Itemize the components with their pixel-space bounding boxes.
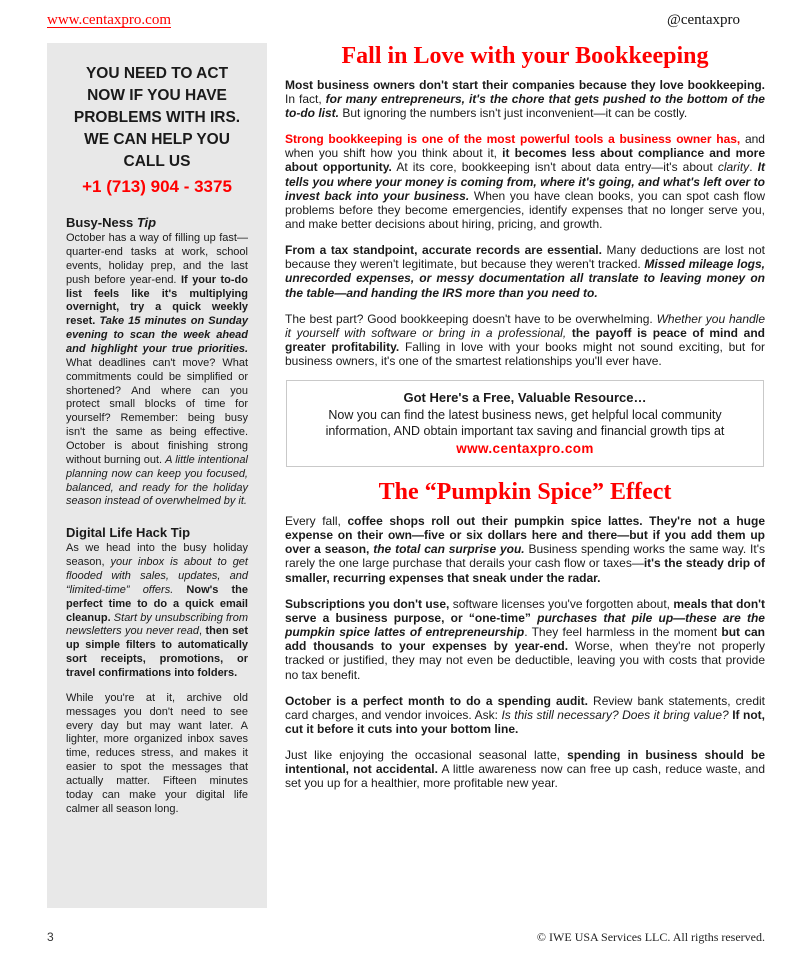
resource-box <box>286 380 764 467</box>
article-title-pumpkin-spice: The “Pumpkin Spice” Effect <box>378 479 672 506</box>
sidebar <box>47 43 267 908</box>
tip-digital-life-paragraph: While you're at it, archive old messages you don't need to see every day but may want later. A lighter, more organized inbox saves time, reduces stress, and makes it easier to spot the messages that actually matter. Fifteen minutes today can make your digital life calmer all season long. <box>66 691 248 815</box>
tip-busyness-paragraph: October has a way of filling up fast—quarter-end tasks at work, school events, holiday prep, and the last push before year-end. If your to-do list feels like it's multiplying overnight, try a quick weekly reset. Take 15 minutes on Sunday evening to scan the week ahead and highlight your true priorities. What deadlines can't move? What commitments could be simplified or shortened? And where can you protect small blocks of time for yourself? Remember: being busy isn't the same as being effective. October is about finishing strong without burning out. A little intentional planning now can keep you focused, balanced, and ready for the holiday season instead of overwhelmed by it. <box>66 232 248 508</box>
article-title-bookkeeping: Fall in Love with your Bookkeeping <box>341 43 709 69</box>
content-columns <box>47 43 765 924</box>
website-link[interactable]: www.centaxpro.com <box>47 12 171 28</box>
tip-digital-life-paragraph: As we head into the busy holiday season, your inbox is about to get flooded with sales, updates, and “limited-time” offers. Now's the perfect time to do a quick email cleanup. Start by unsubscribing from newsletters you never read, then set up simple filters to automatically sort receipts, promotions, or travel confirmations into folders. <box>66 542 249 680</box>
tip-digital-life-heading: Digital Life Hack Tip <box>66 525 191 541</box>
resource-website-link[interactable]: www.centaxpro.com <box>456 440 594 456</box>
article-paragraph: Most business owners don't start their companies because they love bookkeeping. In fact, for many entrepreneurs, it's the chore that gets pushed to the bottom of the to-do list. But ignoring the numbers isn't just inconvenient—it can be costly. <box>285 77 765 120</box>
cta-message: YOU NEED TO ACT NOW IF YOU HAVE PROBLEMS WITH IRS. WE CAN HELP YOU CALL US <box>73 65 241 170</box>
copyright-notice: © IWE USA Services LLC. All rigths reserved. <box>536 930 765 944</box>
resource-box-text: Now you can find the latest business news, get helpful local community information, AND obtain important tax saving and financial growth tips at <box>325 407 725 439</box>
cta-phone-number: +1 (713) 904 - 3375 <box>82 177 232 196</box>
tip-busyness <box>66 215 248 509</box>
article-paragraph: October is a perfect month to do a spending audit. Review bank statements, credit card charges, and vendor invoices. Ask: Is this still necessary? Does it bring value? If not, cut it before it cuts into your bottom line. <box>285 693 766 736</box>
article-paragraph: From a tax standpoint, accurate records are essential. Many deductions are lost not because they weren't legitimate, but because they weren't tracked. Missed mileage logs, unrecorded expenses, or messy documentation all translate to leaving money on the table—and handing the IRS more than you need to. <box>285 243 765 300</box>
article-paragraph: Just like enjoying the occasional seasonal latte, spending in business should be intentional, not accidental. A little awareness now can free up cash, reduce waste, and set you up for a healthier, more profitable new year. <box>285 748 766 791</box>
resource-box-heading: Got Here's a Free, Valuable Resource… <box>403 390 647 406</box>
page-number: 3 <box>47 930 54 944</box>
page-footer <box>47 924 765 945</box>
cta-banner <box>66 63 248 199</box>
main-article <box>285 43 765 924</box>
article-paragraph: Strong bookkeeping is one of the most powerful tools a business owner has, and when you shift how you think about it, it becomes less about compliance and more about opportunity. At its core, bookkeeping isn't about data entry—it's about clarity. It tells you where your money is coming from, where it's going, and what's left over to invest back into your business. When you have clean books, you can spot cash flow problems before they become emergencies, identify expenses that no longer serve you, and make better decisions about hiring, pricing, and growth. <box>285 132 766 231</box>
article-paragraph: Every fall, coffee shops roll out their pumpkin spice lattes. They're not a huge expense on their own—five or six dollars here and there—but if you add them up over a season, the total can surprise you. Business spending works the same way. It's rarely the one large purchase that derails your cash flow or taxes—it's the steady drip of smaller, recurring expenses that sneak under the radar. <box>285 513 765 585</box>
page-header <box>47 12 765 29</box>
article-paragraph: Subscriptions you don't use, software licenses you've forgotten about, meals that don't serve a business purpose, or “one-time” purchases that pile up—these are the pumpkin spice lattes of entrepreneurship. They feel harmless in the moment but can add thousands to your expenses by year-end. Worse, when they're not properly tracked or justified, they may not even be deductible, leaving you with costs that provide no tax benefit. <box>285 596 765 682</box>
social-handle: @centaxpro <box>667 12 740 28</box>
article-paragraph: The best part? Good bookkeeping doesn't have to be overwhelming. Whether you handle it yourself with software or bring in a professional, the payoff is peace of mind and greater profitability. Falling in love with your books might not sound exciting, but for business owners, it's one of the smartest relationships you'll ever have. <box>285 311 766 369</box>
tip-busyness-heading: Busy-Ness Tip <box>66 215 157 231</box>
tip-digital-life <box>66 525 248 816</box>
